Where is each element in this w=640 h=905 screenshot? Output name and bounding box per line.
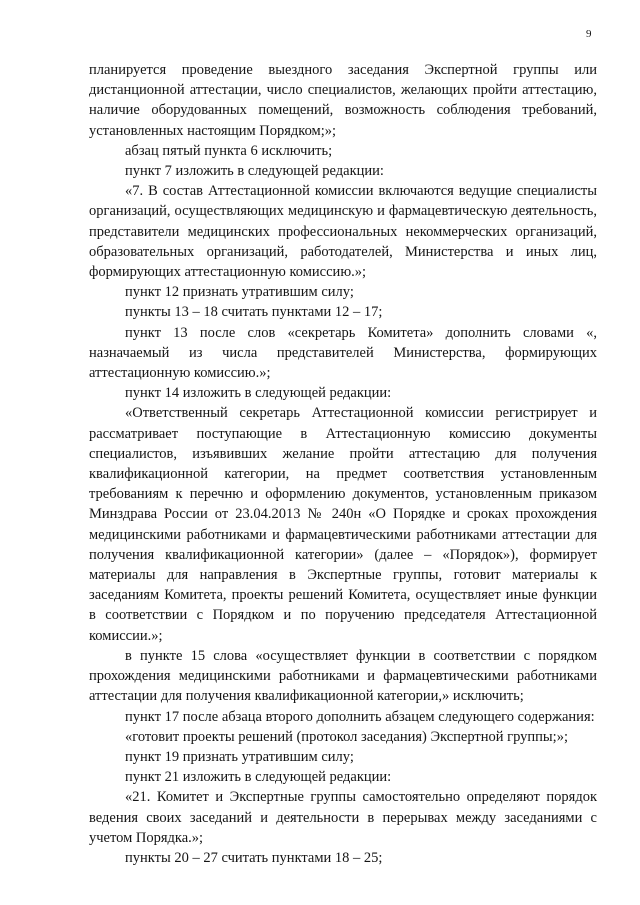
paragraph: абзац пятый пункта 6 исключить; <box>125 142 333 159</box>
paragraph: пункт 19 признать утратившим силу; <box>125 748 354 765</box>
paragraph: пункт 12 признать утратившим силу; <box>125 284 354 301</box>
paragraph: пункты 13 – 18 считать пунктами 12 – 17; <box>125 304 383 321</box>
paragraph: пункт 13 после слов «секретарь Комитета» дополнить словами «, назначаемый из числа представителей Министерства, формирующих аттестационную комиссию.»; <box>89 324 597 382</box>
page-number: 9 <box>586 28 592 40</box>
paragraph: пункт 17 после абзаца второго дополнить абзацем следующего содержания: <box>125 708 595 725</box>
paragraph: «7. В состав Аттестационной комиссии включаются ведущие специалисты организаций, осуществляющих медицинскую и фармацевтическую деятельность, представители медицинских профессиональных некоммерческих организаций, образовательных организаций, работодателей, Министерства и иных лиц, формирующих аттестационную комиссию.»; <box>89 183 597 281</box>
paragraph: «Ответственный секретарь Аттестационной комиссии регистрирует и рассматривает поступающие в Аттестационную комиссию документы специалистов, изъявивших желание пройти аттестацию для получения квалификационной категории, на предмет соответствия установленным требованиям к перечню и оформлению документов, установленным приказом Минздрава России от 23.04.2013 № 240н «О Порядке и сроках прохождения медицинскими работниками и фармацевтическими работниками аттестации для получения квалификационной категории» (далее – «Порядок»), формирует материалы для направления в Экспертные группы, готовит материалы к заседаниям Комитета, проекты решений Комитета, осуществляет иные функции в соответствии с Порядком и по поручению председателя Аттестационной комиссии.»; <box>89 405 597 644</box>
paragraph: в пункте 15 слова «осуществляет функции в соответствии с порядком прохождения медицинскими работниками и фармацевтическими работниками аттестации для получения квалификационной категории,» исключить; <box>89 647 597 705</box>
paragraph: «21. Комитет и Экспертные группы самостоятельно определяют порядок ведения своих заседаний и деятельности в перерывах между заседаниями с учетом Порядка.»; <box>89 789 597 846</box>
paragraph: «готовит проекты решений (протокол заседания) Экспертной группы;»; <box>125 728 568 745</box>
document-body <box>89 60 597 868</box>
paragraph: пункт 21 изложить в следующей редакции: <box>125 769 392 786</box>
paragraph: пункт 14 изложить в следующей редакции: <box>125 385 392 402</box>
paragraph: пункт 7 изложить в следующей редакции: <box>125 163 384 180</box>
paragraph: планируется проведение выездного заседания Экспертной группы или дистанционной аттестации, число специалистов, желающих пройти аттестацию, наличие оборудованных помещений, возможность соблюдения требований, установленных настоящим Порядком;»; <box>89 62 597 139</box>
paragraph: пункты 20 – 27 считать пунктами 18 – 25; <box>125 849 383 866</box>
